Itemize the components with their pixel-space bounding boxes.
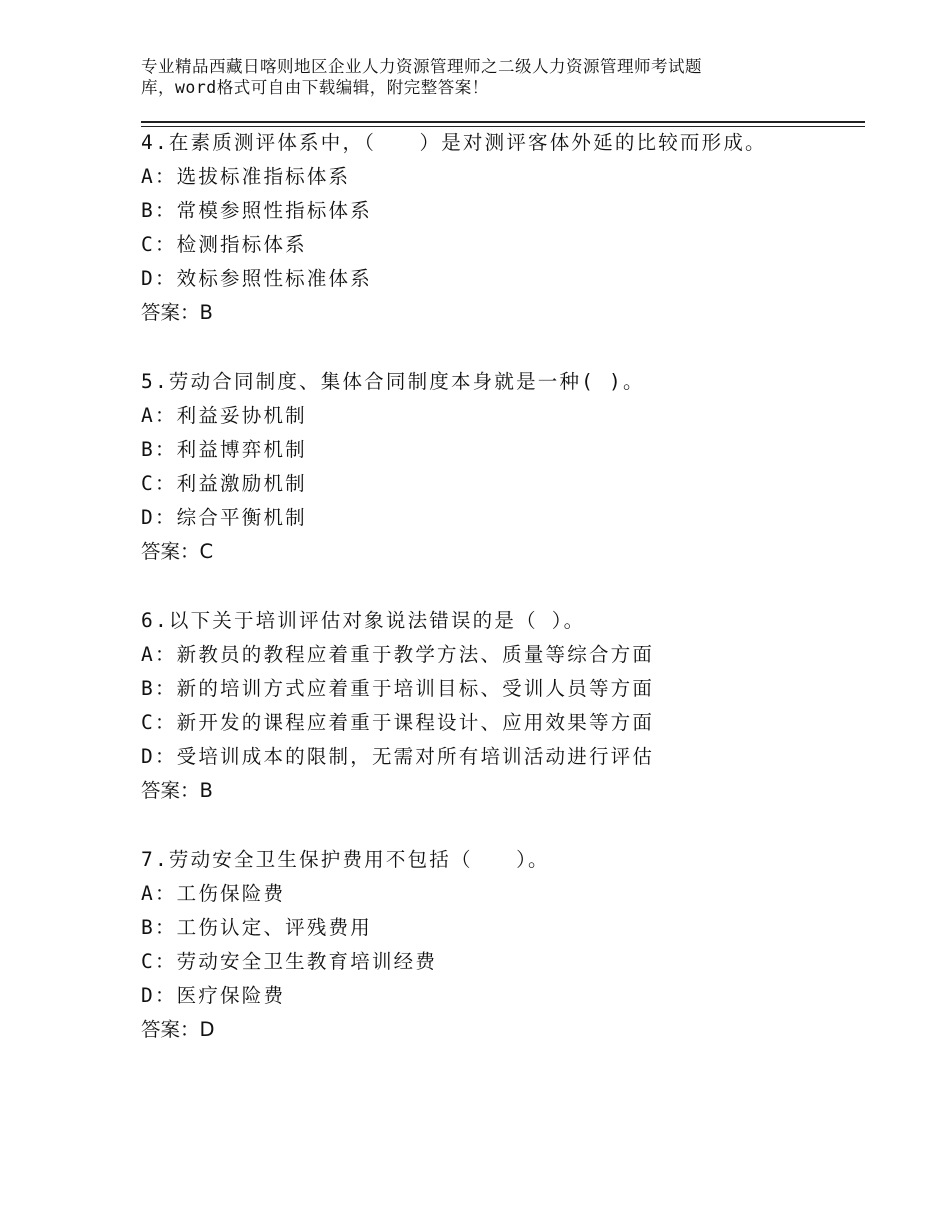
header-divider-thick [141, 121, 865, 123]
option-c: C：检测指标体系 [141, 233, 307, 256]
header-line-1: 专业精品西藏日喀则地区企业人力资源管理师之二级人力资源管理师考试题 [141, 57, 702, 76]
option-d: D：受培训成本的限制，无需对所有培训活动进行评估 [141, 745, 655, 768]
question-stem: 7.劳动安全卫生保护费用不包括（ ）。 [141, 848, 550, 871]
answer-label: 答案：B [141, 301, 213, 324]
header-line-2: 库，word格式可自由下载编辑，附完整答案！ [141, 78, 489, 97]
question-5 [141, 365, 881, 569]
option-a: A：利益妥协机制 [141, 404, 307, 427]
question-stem: 6.以下关于培训评估对象说法错误的是（ ）。 [141, 609, 586, 632]
option-b: B：利益博弈机制 [141, 438, 307, 461]
answer-label: 答案：C [141, 540, 214, 563]
document-header [141, 56, 841, 98]
question-4 [141, 126, 881, 330]
option-a: A：工伤保险费 [141, 882, 286, 905]
option-c: C：新开发的课程应着重于课程设计、应用效果等方面 [141, 711, 655, 734]
option-a: A：选拔标准指标体系 [141, 165, 351, 188]
option-a: A：新教员的教程应着重于教学方法、质量等综合方面 [141, 643, 655, 666]
question-stem: 5.劳动合同制度、集体合同制度本身就是一种( )。 [141, 370, 645, 393]
option-c: C：利益激励机制 [141, 472, 307, 495]
option-c: C：劳动安全卫生教育培训经费 [141, 950, 438, 973]
question-6 [141, 604, 881, 808]
option-b: B：工伤认定、评残费用 [141, 916, 372, 939]
answer-label: 答案：B [141, 779, 213, 802]
option-d: D：综合平衡机制 [141, 506, 307, 529]
option-b: B：新的培训方式应着重于培训目标、受训人员等方面 [141, 677, 655, 700]
question-list [141, 126, 881, 1082]
option-b: B：常模参照性指标体系 [141, 199, 372, 222]
question-stem: 4.在素质测评体系中，（ ）是对测评客体外延的比较而形成。 [141, 131, 767, 154]
option-d: D：医疗保险费 [141, 984, 286, 1007]
option-d: D：效标参照性标准体系 [141, 267, 372, 290]
question-7 [141, 843, 881, 1047]
answer-label: 答案：D [141, 1018, 215, 1041]
